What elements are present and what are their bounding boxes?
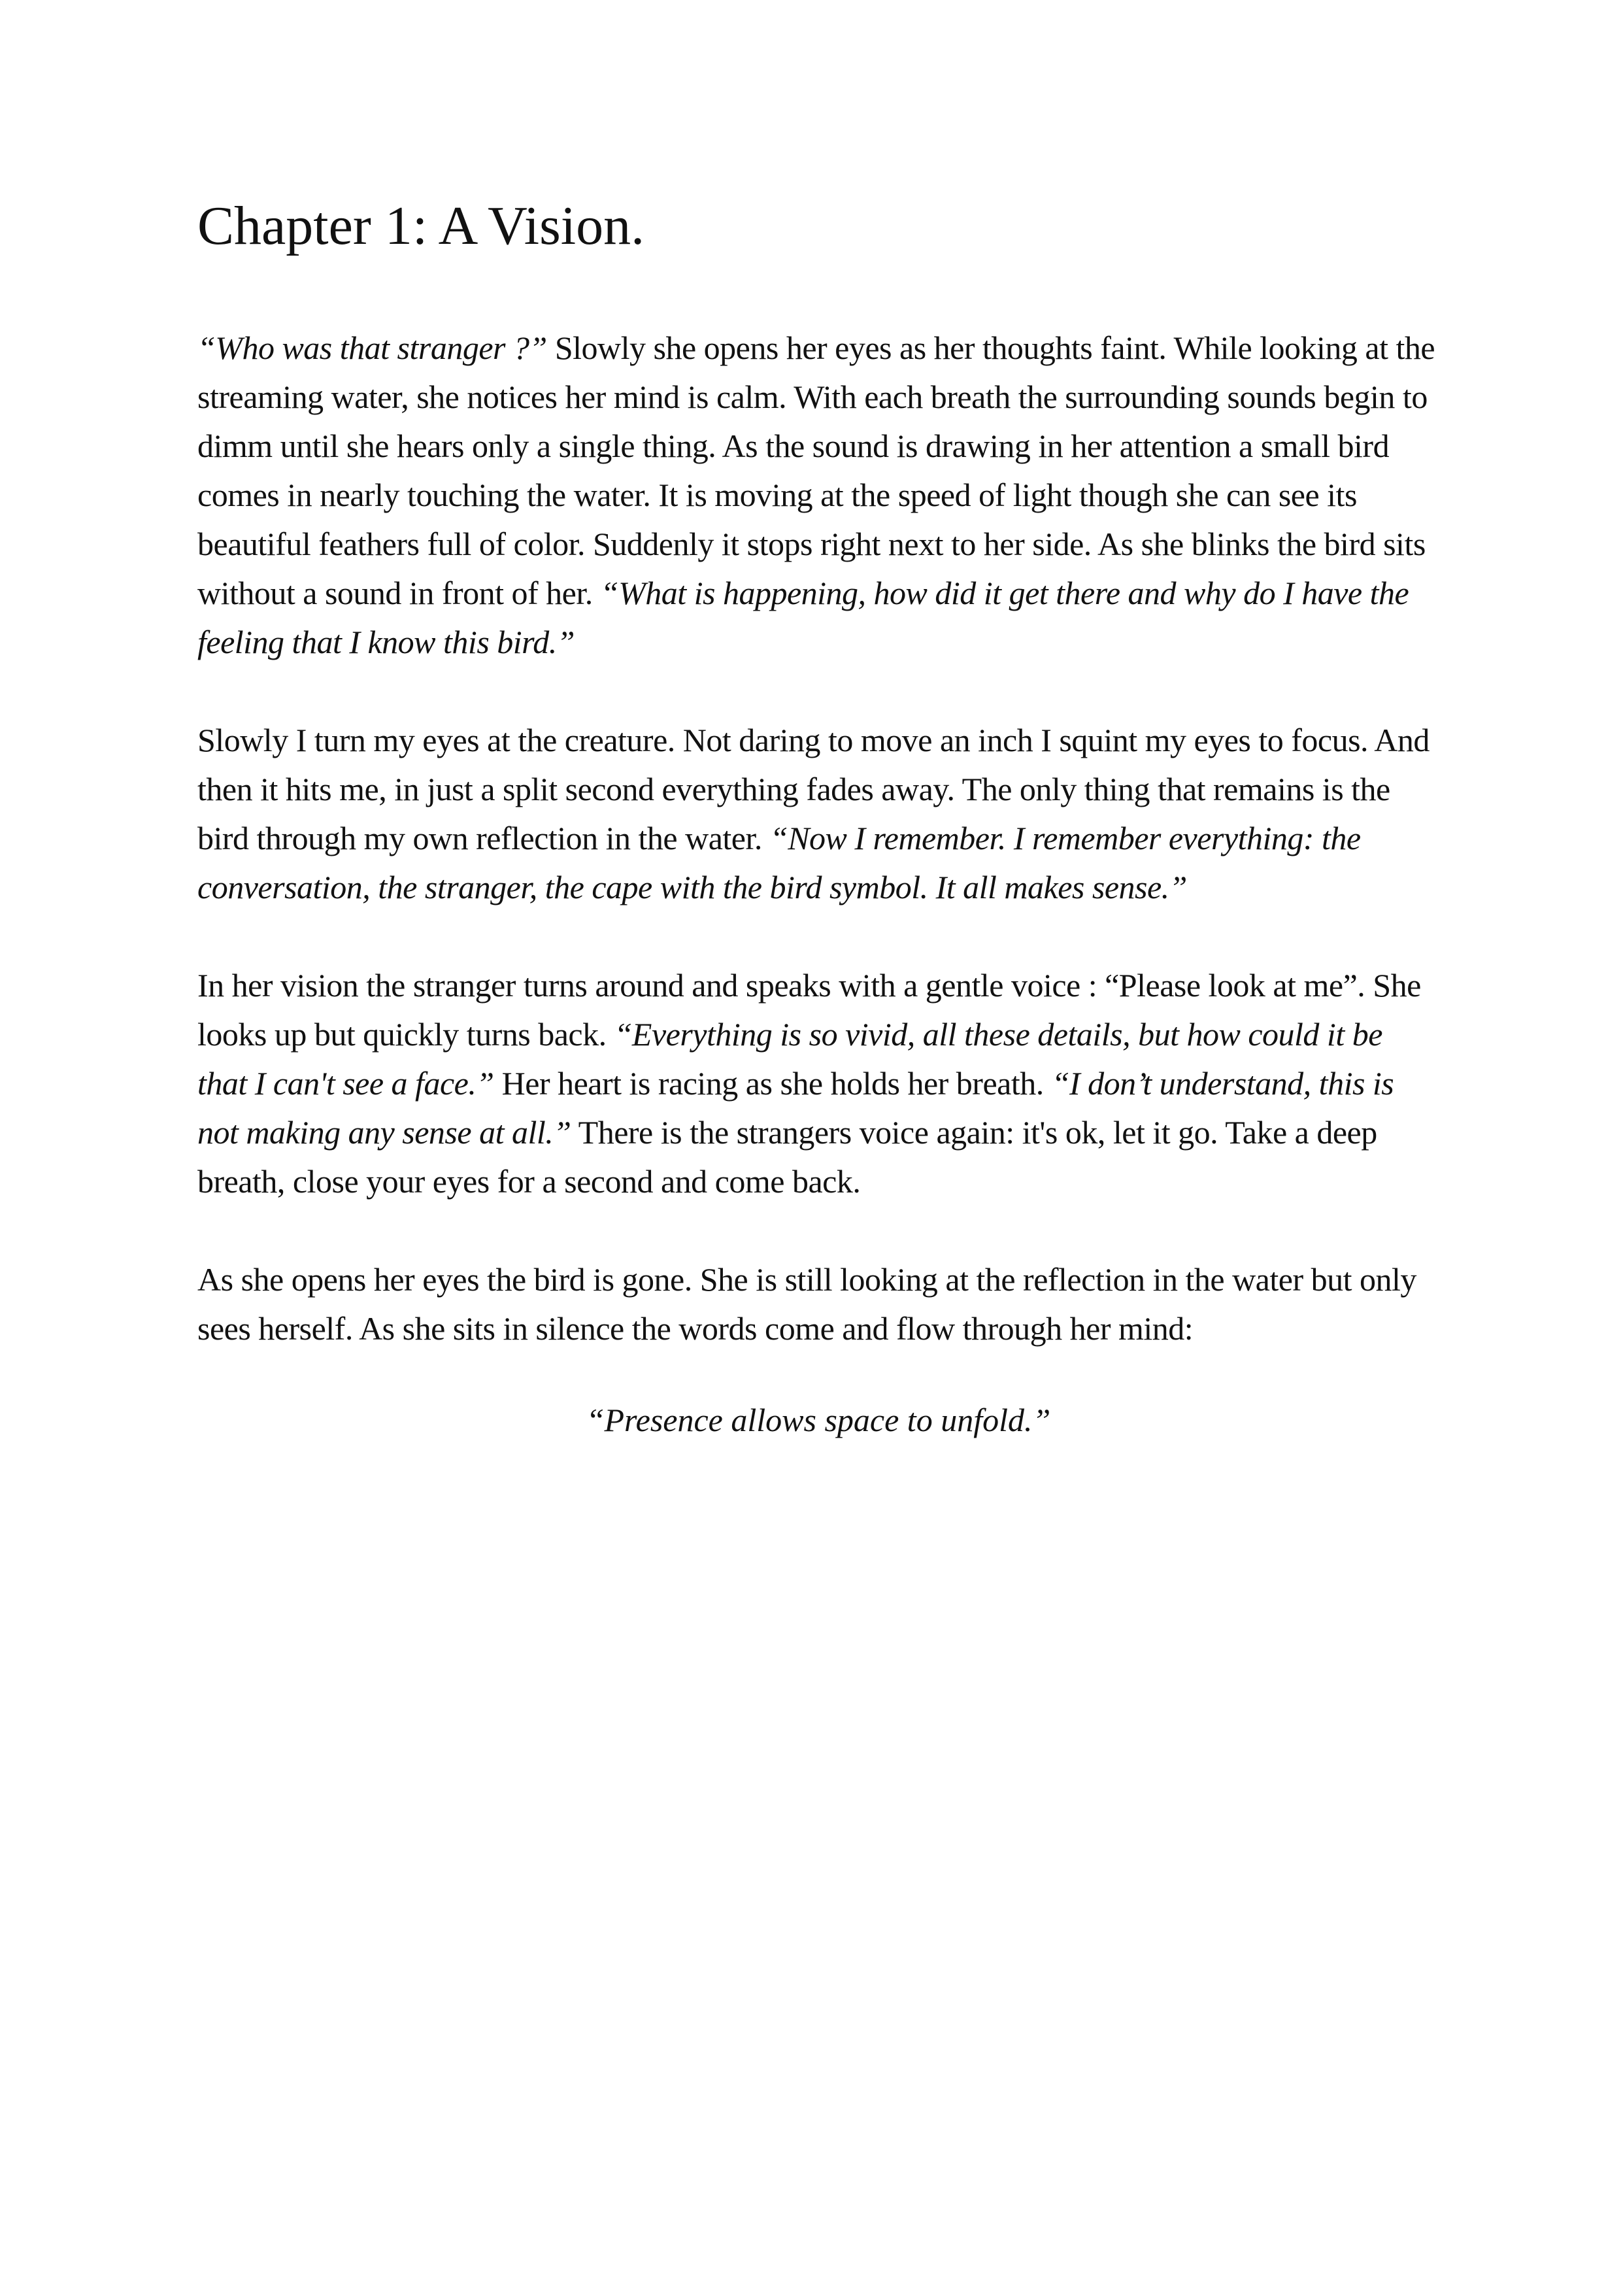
paragraph-3 <box>197 961 1439 1206</box>
text-run: Her heart is racing as she holds her breath. <box>494 1065 1052 1102</box>
text-run-italic: “Everything is so vivid, all these details, but how could it be that I can't see a face.” <box>197 1016 1382 1102</box>
paragraph-1 <box>197 324 1439 667</box>
text-run: Slowly she opens her eyes as her thoughts faint. While looking at the streaming water, she notices her mind is calm. With each breath the surrounding sounds begin to dimm until she hears only a single thing. As the sound is drawing in her attention a small bird comes in nearly touching the water. It is moving at the speed of light though she can see its beautiful feathers full of color. Suddenly it stops right next to her side. As she blinks the bird sits without a sound in front of her. <box>197 329 1435 611</box>
text-run: In her vision the stranger turns around and speaks with a gentle voice : “Please look at me”. She looks up but quickly turns back. <box>197 967 1421 1053</box>
document-page <box>197 195 1439 1438</box>
paragraph-4 <box>197 1255 1439 1353</box>
text-run: There is the strangers voice again: it's ok, let it go. Take a deep breath, close your eyes for a second and come back. <box>197 1114 1377 1200</box>
text-run-italic: “I don’t understand, this is not making any sense at all.” <box>197 1065 1394 1151</box>
text-run-italic: “Now I remember. I remember everything: the conversation, the stranger, the cape with the bird symbol. It all makes sense.” <box>197 820 1361 905</box>
closing-quote: “Presence allows space to unfold.” <box>586 1402 1051 1438</box>
text-run: Slowly I turn my eyes at the creature. Not daring to move an inch I squint my eyes to focus. And then it hits me, in just a split second everything fades away. The only thing that remains is the bird through my own reflection in the water. <box>197 722 1430 856</box>
chapter-title: Chapter 1: A Vision. <box>197 195 645 256</box>
text-run: As she opens her eyes the bird is gone. She is still looking at the reflection in the water but only sees herself. As she sits in silence the words come and flow through her mind: <box>197 1261 1416 1347</box>
paragraph-2 <box>197 716 1439 912</box>
text-run-italic: “What is happening, how did it get there and why do I have the feeling that I know this bird.” <box>197 575 1409 660</box>
text-run-italic: “Who was that stranger ?” <box>197 329 547 366</box>
